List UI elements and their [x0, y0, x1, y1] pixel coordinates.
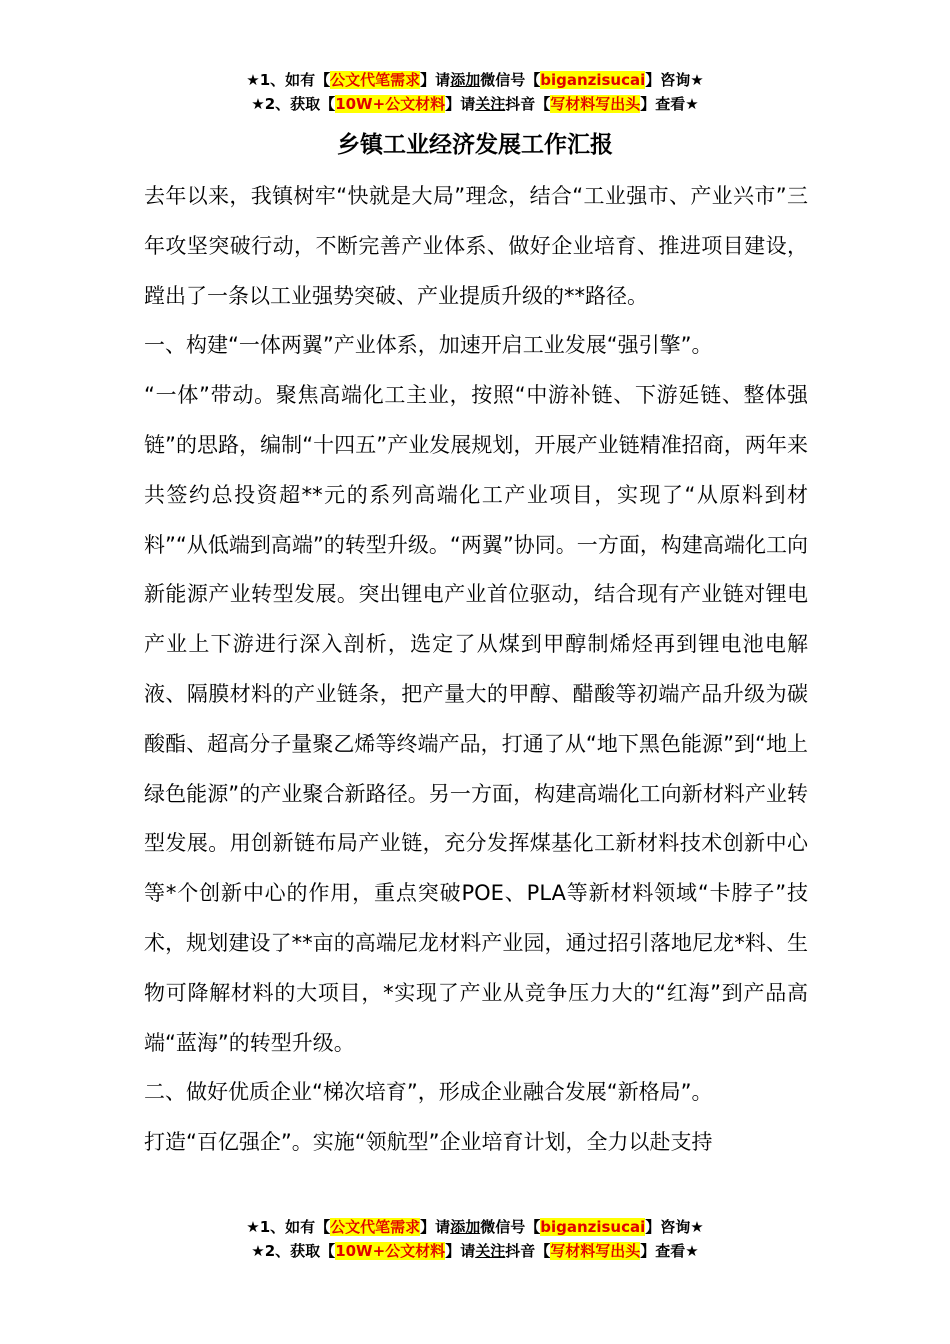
promo-text: 微信号【 [480, 71, 541, 89]
body-paragraph: “一体”带动。聚焦高端化工主业，按照“中游补链、下游延链、整体强链”的思路，编制“十四五”产业发展规划，开展产业链精准招商，两年来共签约总投资超**元的系列高端化工产业项目，实现了“从原料到材料”“从低端到高端”的转型升级。“两翼”协同。一方面，构建高端化工向新能源产业转型发展。突出锂电产业首位驱动，结合现有产业链对锂电产业上下游进行深入剖析，选定了从煤到甲醇制烯烃再到锂电池电解液、隔膜材料的产业链条，把产量大的甲醇、醋酸等初端产品升级为碳酸酯、超高分子量聚乙烯等终端产品，打通了从“地下黑色能源”到“地上绿色能源”的产业聚合新路径。另一方面，构建高端化工向新材料产业转型发展。用创新链布局产业链，充分发挥煤基化工新材料技术创新中心等*个创新中心的作用，重点突破POE、PLA等新材料领域“卡脖子”技术，规划建设了**亩的高端尼龙材料产业园，通过招引落地尼龙*料、生物可降解材料的大项目，*实现了产业从竞争压力大的“红海”到产品高端“蓝海”的转型升级。 [144, 383, 808, 1055]
promo-underline: 关注 [475, 1242, 506, 1260]
promo-highlight: 写材料写出头 [550, 1242, 641, 1260]
promo-text: 】请 [420, 1218, 451, 1236]
promo-text: ★1、如有【 [246, 1218, 331, 1236]
document-title: 乡镇工业经济发展工作汇报 [337, 132, 613, 158]
promo-text: 】查看★ [640, 1242, 699, 1260]
promo-underline: 关注 [475, 95, 506, 113]
promo-text: 】咨询★ [645, 71, 704, 89]
promo-text: 抖音【 [505, 1242, 551, 1260]
promo-text: ★2、获取【 [251, 1242, 336, 1260]
promo-highlight: 10W+公文材料 [335, 1242, 446, 1260]
promo-text: ★1、如有【 [246, 71, 331, 89]
promo-text: 】查看★ [640, 95, 699, 113]
promo-line-1 [0, 68, 950, 92]
promo-text: 】咨询★ [645, 1218, 704, 1236]
promo-line-2 [0, 1239, 950, 1263]
promo-text: 】请 [445, 1242, 476, 1260]
section-heading: 一、构建“一体两翼”产业体系，加速开启工业发展“强引擎”。 [144, 333, 713, 358]
body-paragraph: 去年以来，我镇树牢“快就是大局”理念，结合“工业强市、产业兴市”三年攻坚突破行动，不断完善产业体系、做好企业培育、推进项目建设，蹚出了一条以工业强势突破、产业提质升级的**路径。 [144, 184, 808, 308]
promo-text: 微信号【 [480, 1218, 541, 1236]
body-paragraph: 打造“百亿强企”。实施“领航型”企业培育计划，全力以赴支持 [144, 1130, 713, 1155]
promo-underline: 添加 [450, 71, 481, 89]
promo-text: 】请 [420, 71, 451, 89]
promo-underline: 添加 [450, 1218, 481, 1236]
promo-line-1 [0, 1215, 950, 1239]
promo-footer [0, 1215, 950, 1263]
promo-highlight: biganzisucai [540, 1218, 646, 1236]
document-body [144, 172, 808, 1168]
promo-highlight: biganzisucai [540, 71, 646, 89]
promo-header [0, 68, 950, 116]
section-heading: 二、做好优质企业“梯次培育”，形成企业融合发展“新格局”。 [144, 1080, 713, 1105]
promo-text: ★2、获取【 [251, 95, 336, 113]
promo-text: 抖音【 [505, 95, 551, 113]
promo-text: 】请 [445, 95, 476, 113]
promo-highlight: 写材料写出头 [550, 95, 641, 113]
promo-highlight: 公文代笔需求 [330, 1218, 421, 1236]
promo-highlight: 10W+公文材料 [335, 95, 446, 113]
promo-highlight: 公文代笔需求 [330, 71, 421, 89]
promo-line-2 [0, 92, 950, 116]
